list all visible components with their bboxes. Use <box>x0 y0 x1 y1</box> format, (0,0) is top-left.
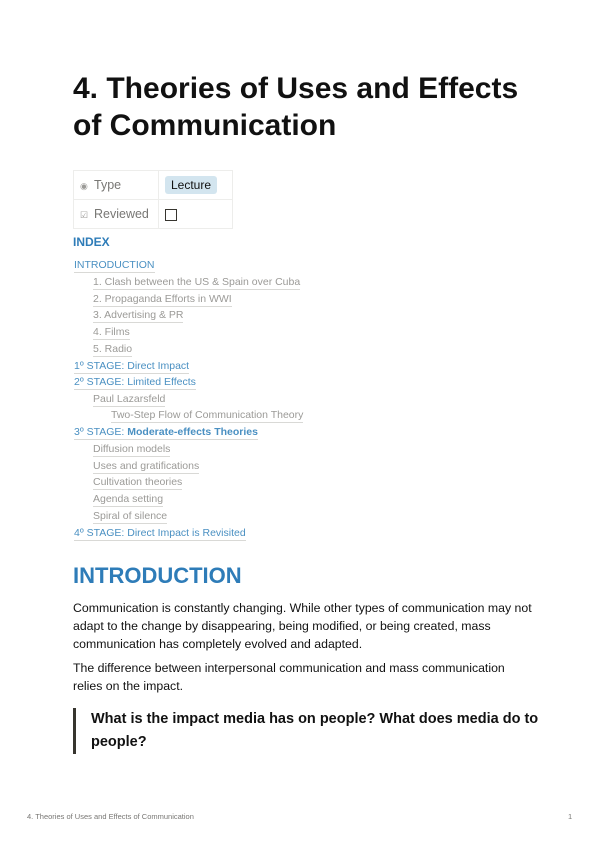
property-label: Type <box>94 178 122 192</box>
property-row-reviewed <box>74 200 233 229</box>
type-tag: Lecture <box>165 176 217 194</box>
page-title: 4. Theories of Uses and Effects of Communication <box>73 72 519 142</box>
toc-item[interactable]: 1º STAGE: Direct Impact <box>74 360 190 372</box>
checkbox-icon: ☑ <box>80 210 89 220</box>
page-number: 1 <box>568 812 573 821</box>
target-icon: ◉ <box>80 181 88 191</box>
toc-item[interactable]: Spiral of silence <box>93 510 168 522</box>
toc-item[interactable]: Two-Step Flow of Communication Theory <box>111 409 304 421</box>
toc-item[interactable]: Agenda setting <box>93 493 164 505</box>
toc-item[interactable]: 1. Clash between the US & Spain over Cuba <box>93 276 301 288</box>
property-key-reviewed <box>74 200 159 229</box>
property-row-type <box>74 171 233 200</box>
toc-item[interactable]: Cultivation theories <box>93 476 183 488</box>
toc-item[interactable]: 2. Propaganda Efforts in WWI <box>93 293 232 305</box>
reviewed-checkbox[interactable] <box>165 209 177 221</box>
toc-item[interactable]: 2º STAGE: Limited Effects <box>74 376 196 388</box>
section-heading: INTRODUCTION <box>73 563 242 588</box>
toc-item[interactable]: 5. Radio <box>93 343 133 355</box>
toc-item[interactable]: Diffusion models <box>93 443 171 455</box>
toc-item[interactable]: 4º STAGE: Direct Impact is Revisited <box>74 527 246 539</box>
quote-block: What is the impact media has on people? What does media do to people? <box>73 708 551 754</box>
property-value-reviewed <box>159 200 233 229</box>
toc-item[interactable]: 3. Advertising & PR <box>93 309 184 321</box>
property-value-type[interactable] <box>159 171 233 200</box>
property-label: Reviewed <box>94 207 149 221</box>
paragraph: The difference between interpersonal communication and mass communication relies on the impact. <box>73 661 505 693</box>
toc-item-prefix: 3º STAGE: <box>74 426 128 438</box>
toc-item[interactable]: Uses and gratifications <box>93 460 200 472</box>
paragraph: Communication is constantly changing. While other types of communication may not adapt to the change by disappearing, being modified, or being created, mass communication has completely evolved and adapted. <box>73 601 532 651</box>
property-key-type <box>74 171 159 200</box>
footer-title: 4. Theories of Uses and Effects of Communication <box>27 812 194 821</box>
toc-item[interactable]: INTRODUCTION <box>74 259 155 271</box>
toc-item[interactable]: 4. Films <box>93 326 130 338</box>
toc-item-bold: Moderate-effects Theories <box>127 426 258 438</box>
properties-table <box>73 170 233 229</box>
toc-item[interactable]: Paul Lazarsfeld <box>93 393 166 405</box>
toc-item[interactable] <box>74 425 258 440</box>
index-heading: INDEX <box>73 235 110 249</box>
